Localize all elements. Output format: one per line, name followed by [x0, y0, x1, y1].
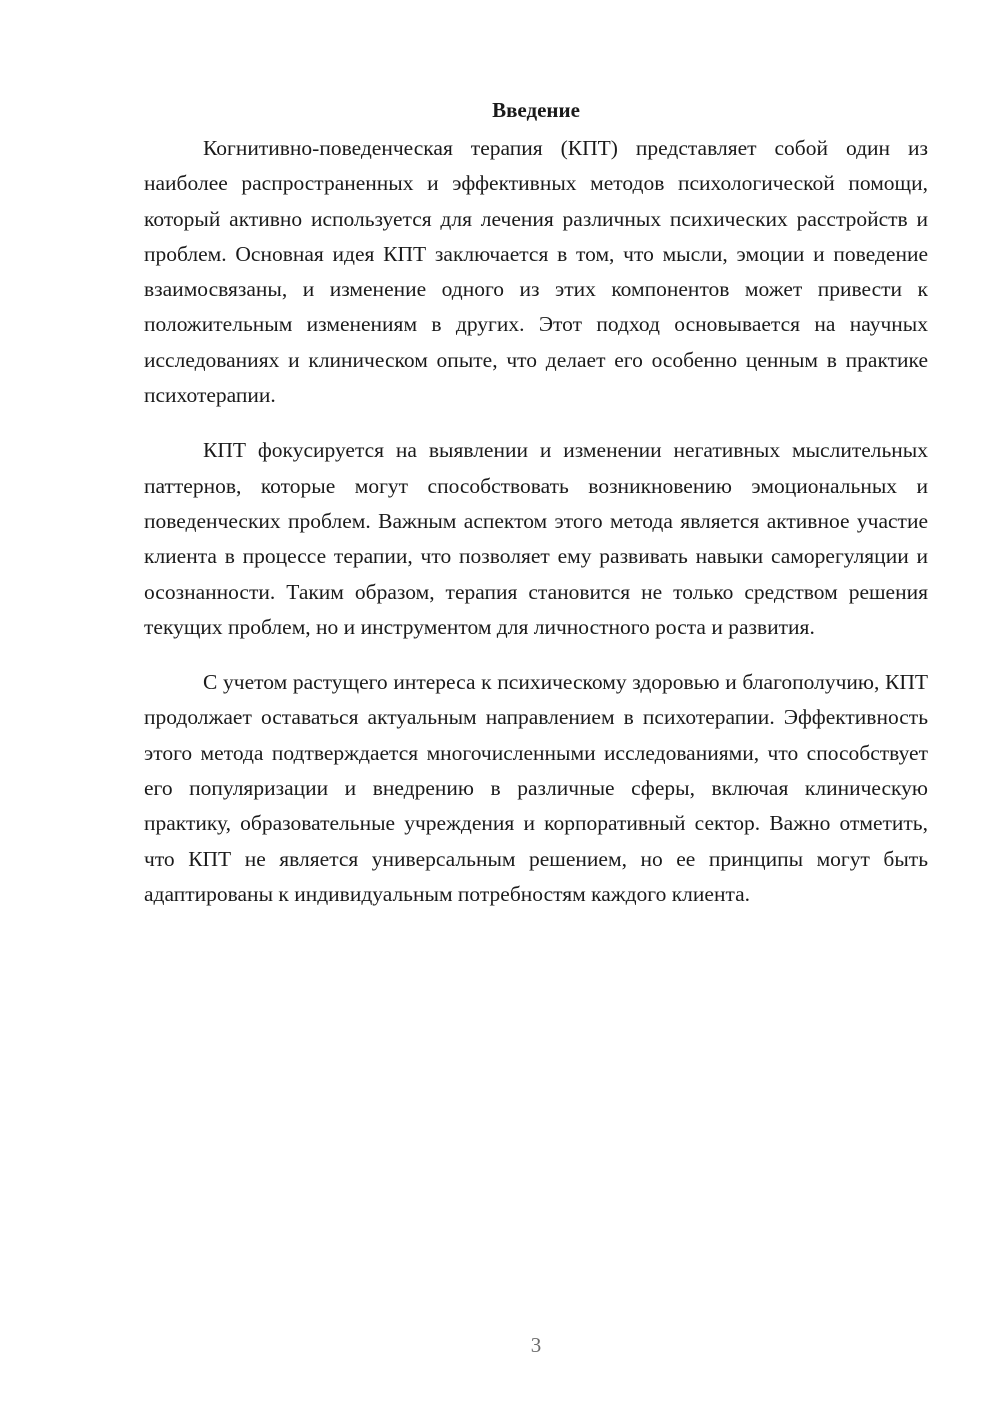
paragraph-1: Когнитивно-поведенческая терапия (КПТ) представляет собой один из наиболее распространенных и эффективных методов психологической помощи, который активно используется для лечения различных психических расстройств и проблем. Основная идея КПТ заключается в том, что мысли, эмоции и поведение взаимосвязаны, и изменение одного из этих компонентов может привести к положительным изменениям в других. Этот подход основывается на научных исследованиях и клиническом опыте, что делает его особенно ценным в практике психотерапии.: [144, 136, 928, 408]
paragraph-2: КПТ фокусируется на выявлении и изменении негативных мыслительных паттернов, которые могут способствовать возникновению эмоциональных и поведенческих проблем. Важным аспектом этого метода является активное участие клиента в процессе терапии, что позволяет ему развивать навыки саморегуляции и осознанности. Таким образом, терапия становится не только средством решения текущих проблем, но и инструментом для личностного роста и развития.: [144, 438, 928, 639]
paragraph-3: С учетом растущего интереса к психическому здоровью и благополучию, КПТ продолжает оставаться актуальным направлением в психотерапии. Эффективность этого метода подтверждается многочисленными исследованиями, что способствует его популяризации и внедрению в различные сферы, включая клиническую практику, образовательные учреждения и корпоративный сектор. Важно отметить, что КПТ не является универсальным решением, но ее принципы могут быть адаптированы к индивидуальным потребностям каждого клиента.: [144, 670, 928, 906]
page-number: 3: [530, 1333, 542, 1357]
page-content: [144, 92, 928, 932]
section-title: Введение: [492, 98, 580, 122]
